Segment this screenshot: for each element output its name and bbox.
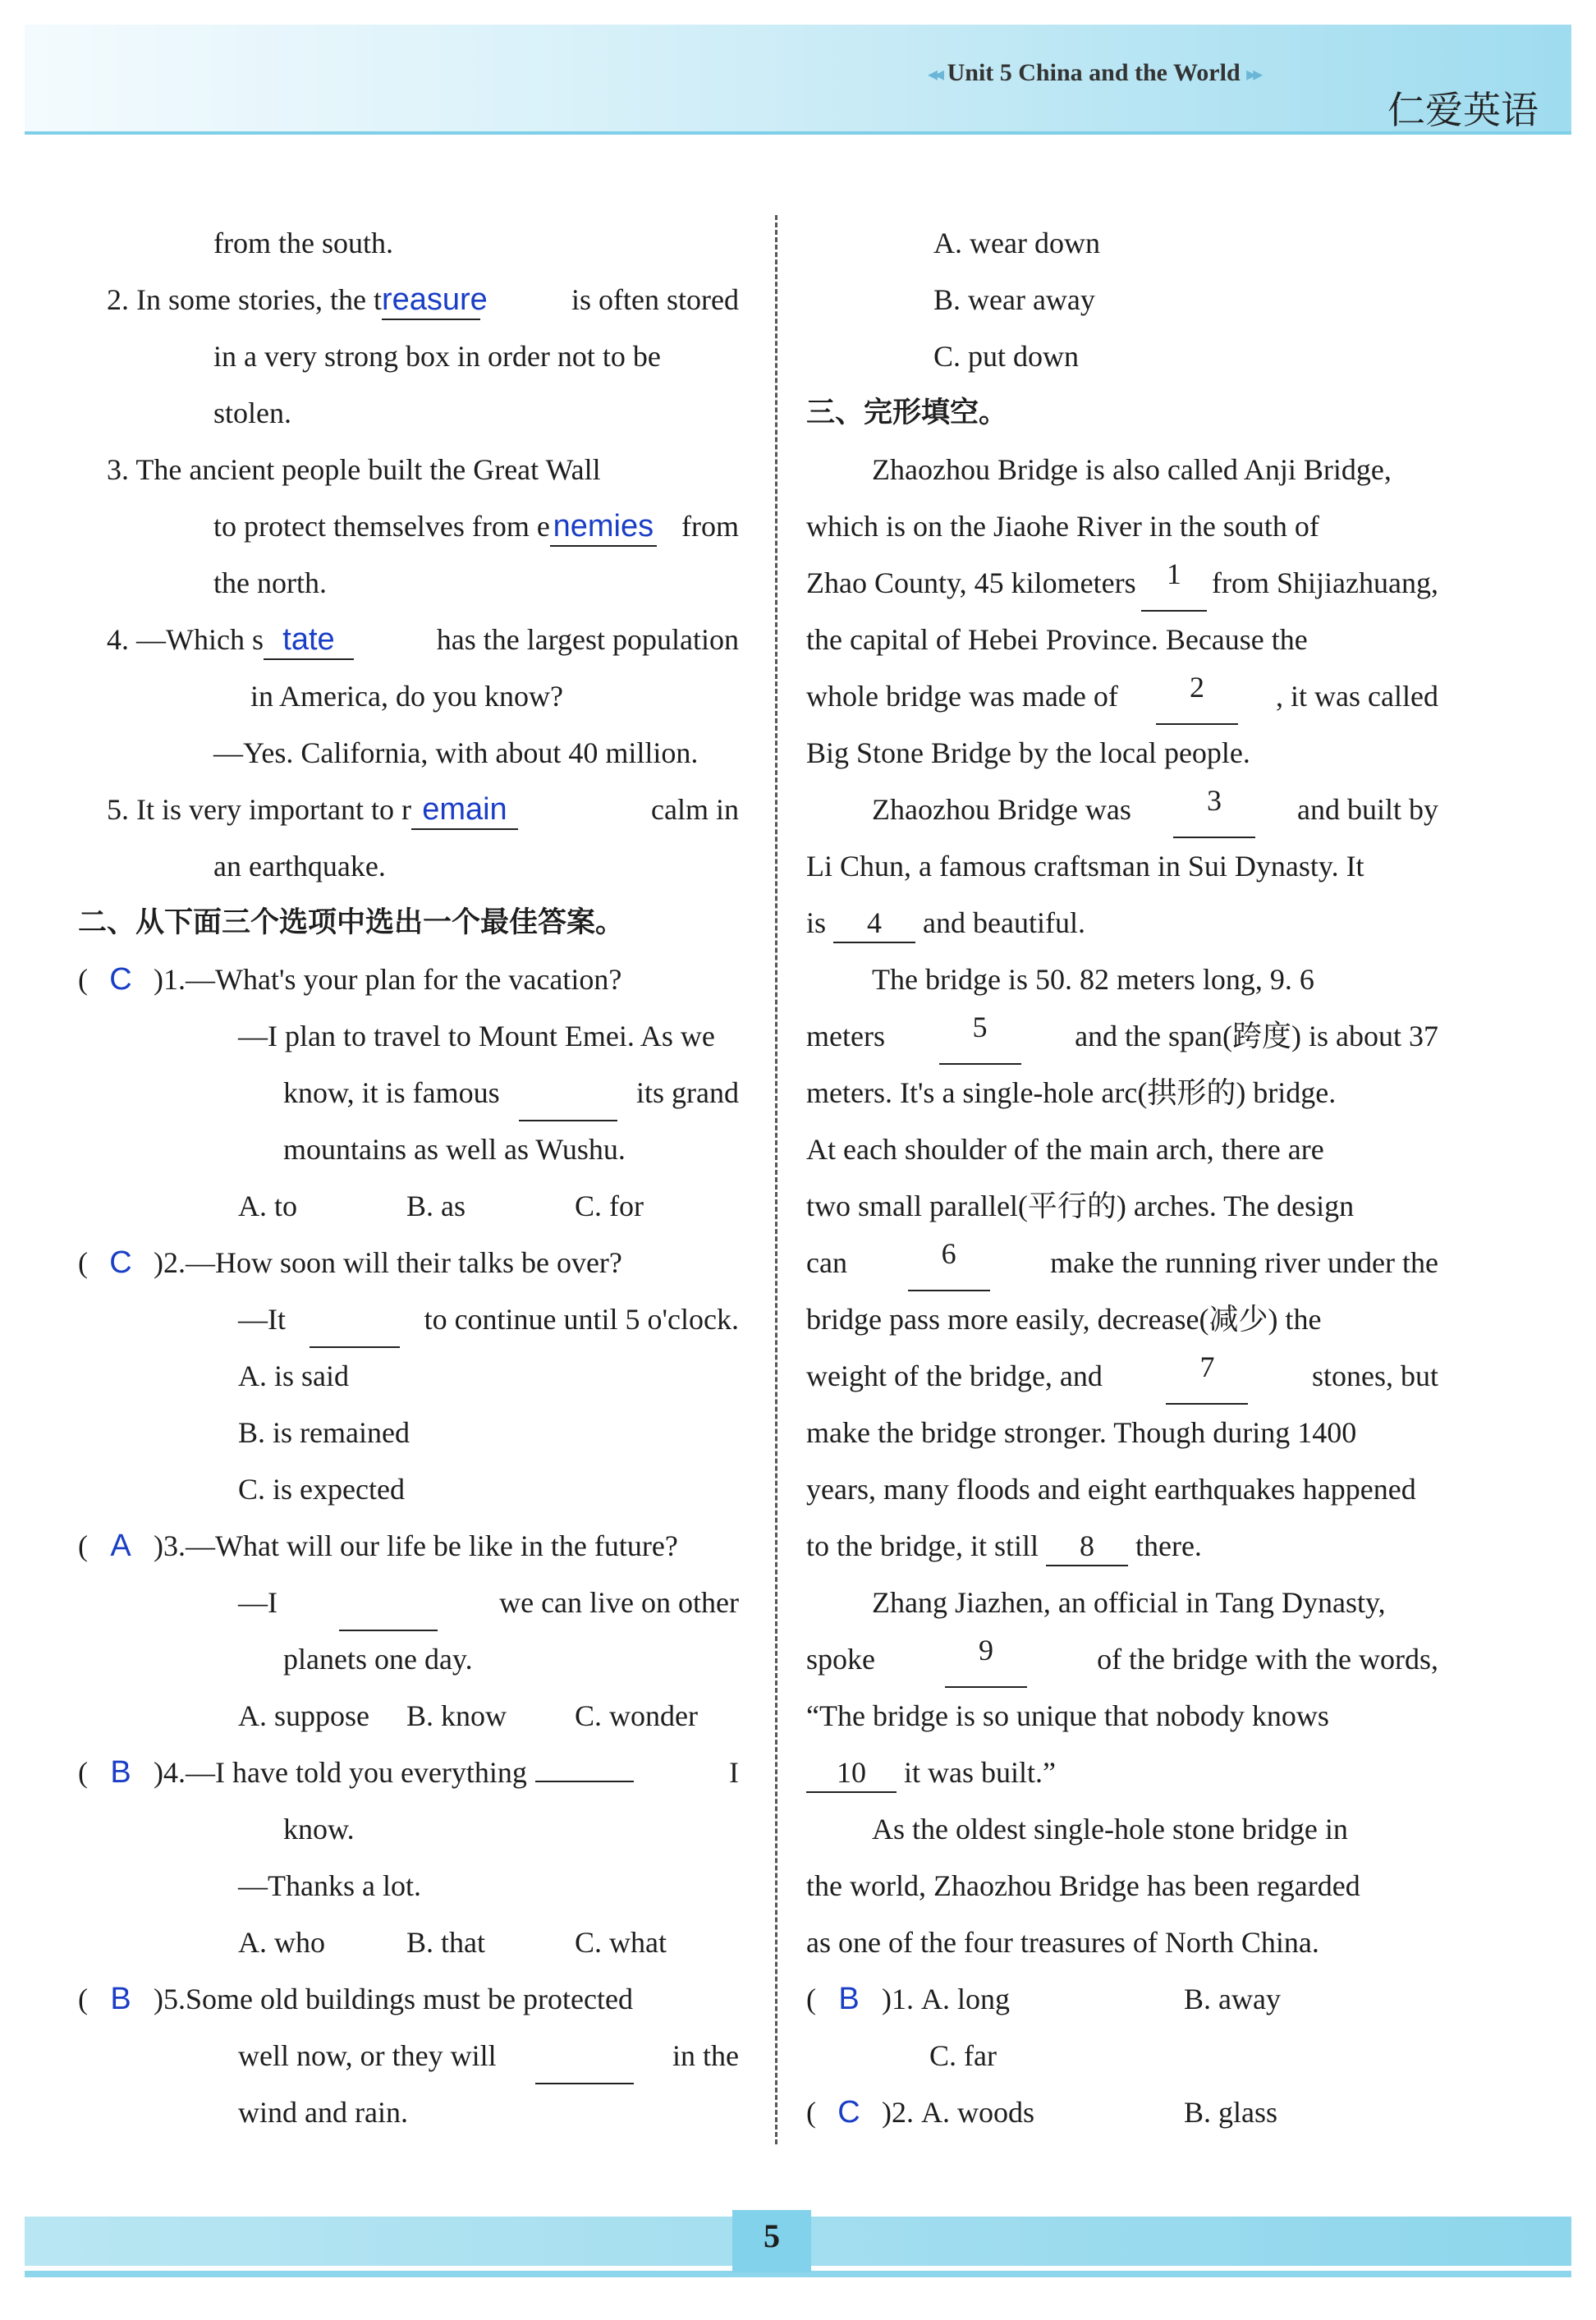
text-line: in America, do you know? bbox=[250, 680, 563, 713]
passage-line: Zhao County, 45 kilometers 1 from Shijiazhuang, bbox=[806, 555, 1438, 612]
text-line: the north. bbox=[213, 566, 327, 599]
text-line: —I we can live on other bbox=[107, 1575, 739, 1631]
answer-blank: emain bbox=[411, 791, 518, 830]
text-line: in a very strong box in order not to be bbox=[213, 340, 661, 373]
text-line: —It to continue until 5 o'clock. bbox=[107, 1291, 739, 1348]
option: C. far bbox=[929, 2039, 997, 2072]
text-line: to protect themselves from enemies from bbox=[107, 498, 739, 555]
mc-answer: B bbox=[110, 1755, 131, 1790]
passage-line: As the oldest single-hole stone bridge in bbox=[872, 1813, 1348, 1845]
passage-line: meters. It's a single-hole arc(拱形的) bridge. bbox=[806, 1076, 1337, 1109]
mc-question-1: ( C )1.—What's your plan for the vacation? bbox=[78, 951, 739, 1008]
passage-line: two small parallel(平行的) arches. The design bbox=[806, 1190, 1355, 1222]
mc-answer: C bbox=[837, 2095, 860, 2130]
option: B. is remained bbox=[238, 1416, 410, 1449]
text-line: mountains as well as Wushu. bbox=[283, 1133, 626, 1166]
options-row: A. who B. that C. what bbox=[238, 1926, 667, 1959]
passage-line: meters 5 and the span(跨度) is about 37 bbox=[806, 1008, 1438, 1065]
cloze-blank: 2 bbox=[1156, 668, 1238, 725]
answer-blank: reasure bbox=[382, 281, 480, 320]
vocab-q3: 3. The ancient people built the Great Wall bbox=[107, 453, 601, 486]
arrow-right-icon: ▸▸ bbox=[1246, 64, 1260, 85]
text-line: know. bbox=[283, 1813, 355, 1845]
cloze-blank: 6 bbox=[908, 1235, 990, 1291]
text-line: —Thanks a lot. bbox=[238, 1869, 421, 1902]
question-blank bbox=[535, 1781, 634, 1782]
question-blank bbox=[519, 1065, 617, 1121]
unit-label: Unit 5 China and the World bbox=[947, 59, 1241, 86]
brand-title: 仁爱英语 bbox=[1387, 88, 1539, 132]
text-line: wind and rain. bbox=[238, 2096, 408, 2129]
passage-line: Zhang Jiazhen, an official in Tang Dynasty, bbox=[872, 1586, 1386, 1619]
mc-answer: C bbox=[109, 962, 132, 997]
mc-answer: B bbox=[838, 1982, 860, 2016]
passage-line: Li Chun, a famous craftsman in Sui Dynasty. It bbox=[806, 850, 1364, 883]
mc-question-3: ( A )3.—What will our life be like in the future? bbox=[78, 1518, 739, 1575]
cloze-question-2: ( C )2. A. woods B. glass bbox=[806, 2084, 1438, 2141]
question-blank bbox=[310, 1291, 400, 1348]
cloze-blank: 1 bbox=[1141, 555, 1207, 612]
arrow-left-icon: ◂◂ bbox=[928, 64, 942, 85]
text-line: well now, or they will in the bbox=[107, 2028, 739, 2084]
vocab-q2: 2. In some stories, the treasure is often stored bbox=[107, 272, 739, 328]
passage-line: Big Stone Bridge by the local people. bbox=[806, 736, 1250, 769]
text-line: —I plan to travel to Mount Emei. As we bbox=[238, 1020, 715, 1052]
page-number: 5 bbox=[764, 2217, 780, 2254]
passage-line: weight of the bridge, and 7 stones, but bbox=[806, 1348, 1438, 1405]
passage-line: bridge pass more easily, decrease(减少) the bbox=[806, 1303, 1322, 1336]
cloze-question-1: ( B )1. A. long B. away bbox=[806, 1971, 1438, 2028]
option: C. is expected bbox=[238, 1473, 405, 1506]
passage-line: years, many floods and eight earthquakes happened bbox=[806, 1473, 1416, 1506]
passage-line: as one of the four treasures of North China. bbox=[806, 1926, 1319, 1959]
option: A. is said bbox=[238, 1359, 349, 1392]
section-heading-3: 三、完形填空。 bbox=[806, 397, 1008, 429]
mc-question-5: ( B )5.Some old buildings must be protected bbox=[78, 1971, 739, 2028]
mc-answer: A bbox=[110, 1529, 131, 1563]
answer-blank: tate bbox=[264, 621, 354, 660]
text-line: an earthquake. bbox=[213, 850, 386, 883]
vocab-q4: 4. —Which s tate has the largest population bbox=[107, 612, 739, 668]
cloze-blank: 8 bbox=[1046, 1527, 1128, 1566]
header-rule bbox=[25, 131, 1571, 135]
cloze-blank: 4 bbox=[833, 904, 915, 943]
text-line: stolen. bbox=[213, 397, 291, 429]
passage-line: is 4 and beautiful. bbox=[806, 895, 1438, 951]
option: B. wear away bbox=[933, 283, 1095, 316]
passage-line: make the bridge stronger. Though during 1400 bbox=[806, 1416, 1357, 1449]
question-blank bbox=[339, 1575, 438, 1631]
passage-line: which is on the Jiaohe River in the south of bbox=[806, 510, 1319, 543]
cloze-blank: 5 bbox=[939, 1008, 1021, 1065]
left-column bbox=[78, 215, 739, 2141]
mc-answer: B bbox=[110, 1982, 131, 2016]
passage-line: Zhaozhou Bridge is also called Anji Bridge, bbox=[872, 453, 1392, 486]
column-divider bbox=[775, 215, 777, 2144]
cloze-blank: 3 bbox=[1173, 782, 1255, 838]
cloze-blank: 9 bbox=[945, 1631, 1027, 1688]
section-heading-2: 二、从下面三个选项中选出一个最佳答案。 bbox=[78, 906, 625, 939]
passage-line: to the bridge, it still 8 there. bbox=[806, 1518, 1438, 1575]
text-line: from the south. bbox=[213, 227, 393, 259]
cloze-blank: 10 bbox=[806, 1754, 897, 1793]
options-row: A. suppose B. know C. wonder bbox=[238, 1699, 698, 1732]
passage-line: “The bridge is so unique that nobody knows bbox=[806, 1699, 1329, 1732]
passage-line: the capital of Hebei Province. Because the bbox=[806, 623, 1308, 656]
unit-title bbox=[928, 59, 1259, 87]
mc-question-4: ( B )4.—I have told you everything I bbox=[78, 1745, 739, 1801]
options-row: A. to B. as C. for bbox=[238, 1190, 644, 1222]
vocab-q5: 5. It is very important to r emain calm in bbox=[107, 782, 739, 838]
text-line: planets one day. bbox=[283, 1643, 473, 1676]
passage-line: Zhaozhou Bridge was 3 and built by bbox=[806, 782, 1438, 838]
header-band bbox=[25, 25, 1571, 131]
right-column bbox=[806, 215, 1438, 2141]
passage-line: whole bridge was made of 2 , it was called bbox=[806, 668, 1438, 725]
cloze-blank: 7 bbox=[1166, 1348, 1248, 1405]
passage-line: spoke 9 of the bridge with the words, bbox=[806, 1631, 1438, 1688]
passage-line: 10 it was built.” bbox=[806, 1745, 1438, 1801]
passage-line: The bridge is 50. 82 meters long, 9. 6 bbox=[872, 963, 1314, 996]
answer-blank: nemies bbox=[550, 507, 657, 547]
passage-line: At each shoulder of the main arch, there are bbox=[806, 1133, 1324, 1166]
mc-question-2: ( C )2.—How soon will their talks be over? bbox=[78, 1235, 739, 1291]
text-line: know, it is famous its grand bbox=[107, 1065, 739, 1121]
option: C. put down bbox=[933, 340, 1080, 373]
text-line: —Yes. California, with about 40 million. bbox=[213, 736, 699, 769]
option: A. wear down bbox=[933, 227, 1100, 259]
question-blank bbox=[535, 2028, 634, 2084]
mc-answer: C bbox=[109, 1245, 132, 1280]
passage-line: the world, Zhaozhou Bridge has been regarded bbox=[806, 1869, 1360, 1902]
passage-line: can 6 make the running river under the bbox=[806, 1235, 1438, 1291]
